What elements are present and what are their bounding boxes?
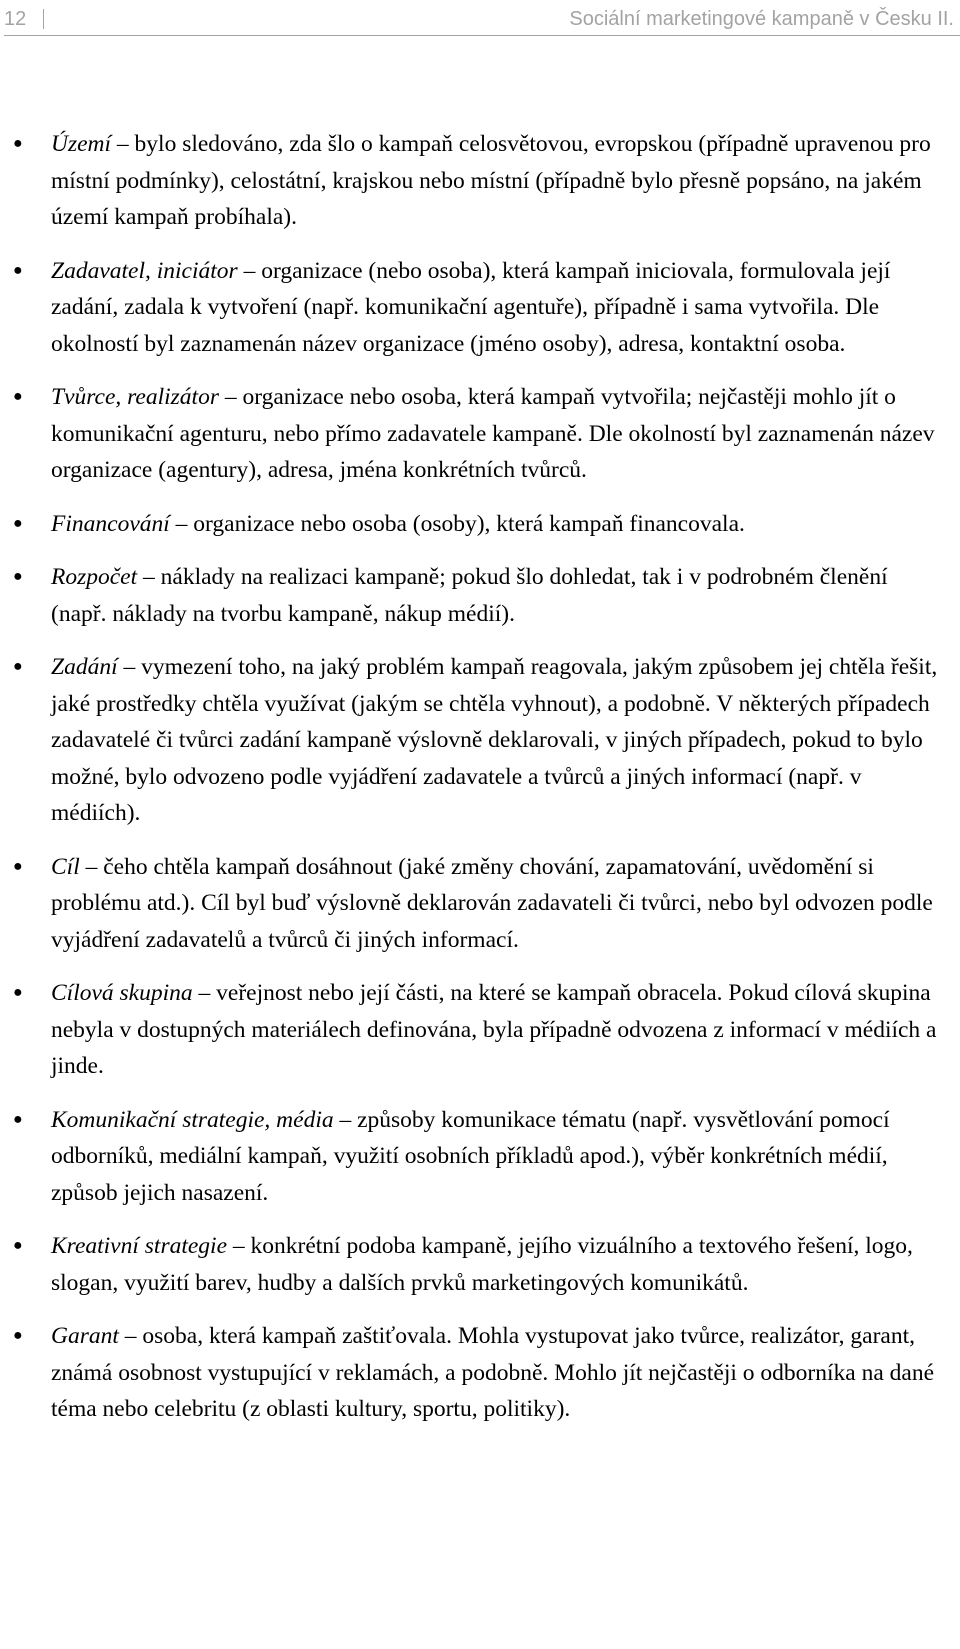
definition: – konkrétní podoba kampaně, jejího vizuálního a textového řešení, logo, slogan, využití barev, hudby a dalších prvků marketingových komunikátů.: [51, 1233, 913, 1296]
bullet-icon: ●: [13, 1327, 23, 1344]
page-number: 12: [4, 8, 27, 30]
bullet-icon: ●: [13, 984, 23, 1001]
bullet-icon: ●: [13, 857, 23, 875]
definition: – veřejnost nebo její části, na které se kampaň obracela. Pokud cílová skupina nebyla v dostupných materiálech definována, byla případně odvozena z informací v médiích a jinde.: [51, 980, 937, 1079]
definition: – vymezení toho, na jaký problém kampaň reagovala, jakým způsobem jej chtěla řešit, jaké prostředky chtěla využívat (jakým se chtěla vyhnout), a podobně. V některých případech zadavatelé či tvůrci zadání kampaně výslovně deklarovali, v jiných případech, pokud to bylo možné, bylo odvozeno podle vyjádření zadavatele a tvůrců a jiných informací (např. v médiích).: [51, 654, 938, 826]
page-header: [0, 0, 960, 40]
bullet-icon: ●: [13, 1110, 23, 1128]
definition: – způsoby komunikace tématu (např. vysvětlování pomocí odborníků, mediální kampaň, využití osobních příkladů apod.), výběr konkrétních médií, způsob jejich nasazení.: [51, 1106, 890, 1206]
definition: – osoba, která kampaň zaštiťovala. Mohla vystupovat jako tvůrce, realizátor, garant, známá osobnost vystupující v reklamách, a podobně. Mohlo jít nejčastěji o odborníka na dané téma nebo celebritu (z oblasti kultury, sportu, politiky).: [51, 1323, 934, 1422]
term: Tvůrce, realizátor: [51, 384, 219, 410]
bullet-icon: ●: [13, 1237, 23, 1254]
header-separator: [43, 9, 44, 29]
definition: – bylo sledováno, zda šlo o kampaň celosvětovou, evropskou (případně upravenou pro místní podmínky), celostátní, krajskou nebo místní (případně bylo přesně popsáno, na jakém území kampaň probíhala).: [51, 131, 931, 230]
bullet-icon: ●: [13, 568, 23, 585]
term: Komunikační strategie, média: [51, 1106, 334, 1133]
list-item-komunikacni-strategie: [0, 1102, 960, 1212]
definition: – čeho chtěla kampaň dosáhnout (jaké změny chování, zapamatování, uvědomění si problému atd.). Cíl byl buď výslovně deklarován zadavateli či tvůrci, nebo byl odvozen podle vyjádření zadavatelů a tvůrců či jiných informací.: [51, 853, 933, 953]
bullet-icon: ●: [13, 135, 23, 152]
list-item-financovani: [0, 506, 960, 543]
term: Rozpočet: [51, 564, 138, 590]
list-item-zadani: [0, 649, 960, 832]
definition: – organizace nebo osoba (osoby), která kampaň financovala.: [169, 510, 745, 537]
list-item-cil: [0, 849, 960, 959]
list-item-zadavatel: [0, 253, 960, 363]
definition-list: [0, 126, 960, 1428]
bullet-icon: ●: [13, 388, 23, 405]
term: Kreativní strategie: [51, 1233, 228, 1259]
term: Zadání: [51, 654, 118, 680]
definition: – organizace nebo osoba, která kampaň vytvořila; nejčastěji mohlo jít o komunikační agenturu, nebo přímo zadavatele kampaně. Dle okolností byl zaznamenán název organizace (agentury), adresa, jména konkrétních tvůrců.: [51, 384, 935, 483]
list-item-tvurce: [0, 379, 960, 489]
bullet-icon: ●: [13, 261, 23, 279]
term: Území: [51, 131, 112, 157]
term: Financování: [51, 510, 170, 537]
document-body: [0, 126, 960, 1445]
definition: – organizace (nebo osoba), která kampaň iniciovala, formulovala její zadání, zadala k vytvoření (např. komunikační agentuře), případně i sama vytvořila. Dle okolností byl zaznamenán název organizace (jméno osoby), adresa, kontaktní osoba.: [51, 257, 891, 357]
term: Cíl: [51, 853, 80, 880]
bullet-icon: ●: [13, 514, 23, 532]
list-item-uzemi: [0, 126, 960, 236]
list-item-rozpocet: [0, 559, 960, 632]
list-item-garant: [0, 1318, 960, 1428]
term: Garant: [51, 1323, 119, 1349]
list-item-kreativni-strategie: [0, 1228, 960, 1301]
running-title: Sociální marketingové kampaně v Česku II.: [569, 8, 954, 30]
list-item-cilova-skupina: [0, 975, 960, 1085]
bullet-icon: ●: [13, 658, 23, 675]
header-rule: [4, 35, 960, 36]
term: Cílová skupina: [51, 980, 193, 1006]
definition: – náklady na realizaci kampaně; pokud šlo dohledat, tak i v podrobném členění (např. náklady na tvorbu kampaně, nákup médií).: [51, 564, 888, 627]
term: Zadavatel, iniciátor: [51, 257, 238, 284]
